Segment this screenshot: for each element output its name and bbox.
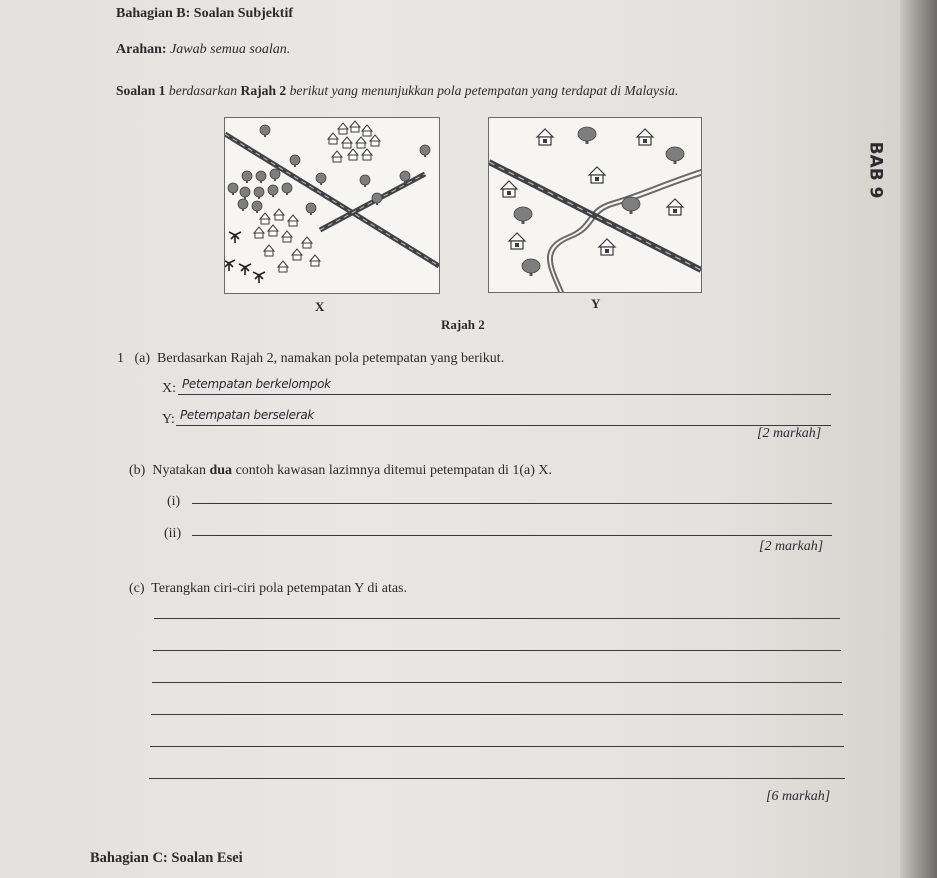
question-1a-marks: [2 markah] xyxy=(757,426,822,441)
question-1a xyxy=(117,351,504,367)
trees-dispersed xyxy=(514,127,684,276)
intro-ref: Rajah 2 xyxy=(240,83,287,98)
map-y-label: Y xyxy=(591,296,601,311)
answer-b-ii-line xyxy=(192,535,832,536)
intro-suffix: berikut yang menunjukkan pola petempatan yang terdapat di Malaysia. xyxy=(289,83,679,98)
instructions-text: Jawab semua soalan. xyxy=(170,42,291,57)
map-x-label: X xyxy=(315,299,325,314)
answer-b-i-label: (i) xyxy=(167,494,181,509)
answer-c-line-5 xyxy=(150,746,844,747)
answer-x-line xyxy=(178,394,831,395)
answer-y-line xyxy=(176,425,831,426)
map-x-clustered xyxy=(224,117,440,294)
answer-y-handwriting: Petempatan berselerak xyxy=(180,408,315,422)
question-1c-part: (c) xyxy=(129,581,145,596)
question-1b xyxy=(129,463,552,479)
answer-x-label: X: xyxy=(162,381,176,396)
chapter-tab xyxy=(862,130,888,210)
intro-prefix: Soalan 1 xyxy=(116,83,166,98)
figure-caption: Rajah 2 xyxy=(441,317,485,332)
answer-c-line-3 xyxy=(152,682,842,683)
answer-c-line-1 xyxy=(154,618,840,619)
instructions xyxy=(116,42,290,58)
section-b-title: Bahagian B: Soalan Subjektif xyxy=(116,6,293,21)
page-edge-shadow xyxy=(900,0,937,878)
question-number: 1 xyxy=(117,351,124,366)
question-1a-part: (a) xyxy=(134,351,151,366)
answer-c-line-4 xyxy=(151,714,843,715)
map-y-dispersed xyxy=(488,117,702,293)
section-c-title: Bahagian C: Soalan Esei xyxy=(90,850,243,866)
chapter-tab-label: BAB 9 xyxy=(865,141,886,199)
question-1b-marks: [2 markah] xyxy=(759,539,824,554)
answer-b-i-line xyxy=(192,503,832,504)
answer-c-line-6 xyxy=(149,778,845,779)
answer-x-handwriting: Petempatan berkelompok xyxy=(182,377,331,391)
palms-cluster xyxy=(224,232,265,283)
question-1a-prompt: Berdasarkan Rajah 2, namakan pola petempatan yang berikut. xyxy=(157,351,505,366)
intro-text xyxy=(116,83,678,99)
answer-c-line-2 xyxy=(153,650,841,651)
question-1b-prompt-before: Nyatakan xyxy=(152,463,206,478)
instructions-label: Arahan: xyxy=(116,42,167,57)
question-1b-prompt-bold: dua xyxy=(209,463,233,478)
question-1c-marks: [6 markah] xyxy=(766,789,831,804)
intro-mid: berdasarkan xyxy=(168,83,238,98)
question-1c xyxy=(129,581,407,597)
answer-b-ii-label: (ii) xyxy=(164,526,182,541)
question-1c-prompt: Terangkan ciri-ciri pola petempatan Y di atas. xyxy=(151,581,408,596)
question-1b-part: (b) xyxy=(129,463,146,478)
answer-y-label: Y: xyxy=(162,412,175,427)
question-1b-prompt-after: contoh kawasan lazimnya ditemui petempatan di 1(a) X. xyxy=(235,463,553,478)
